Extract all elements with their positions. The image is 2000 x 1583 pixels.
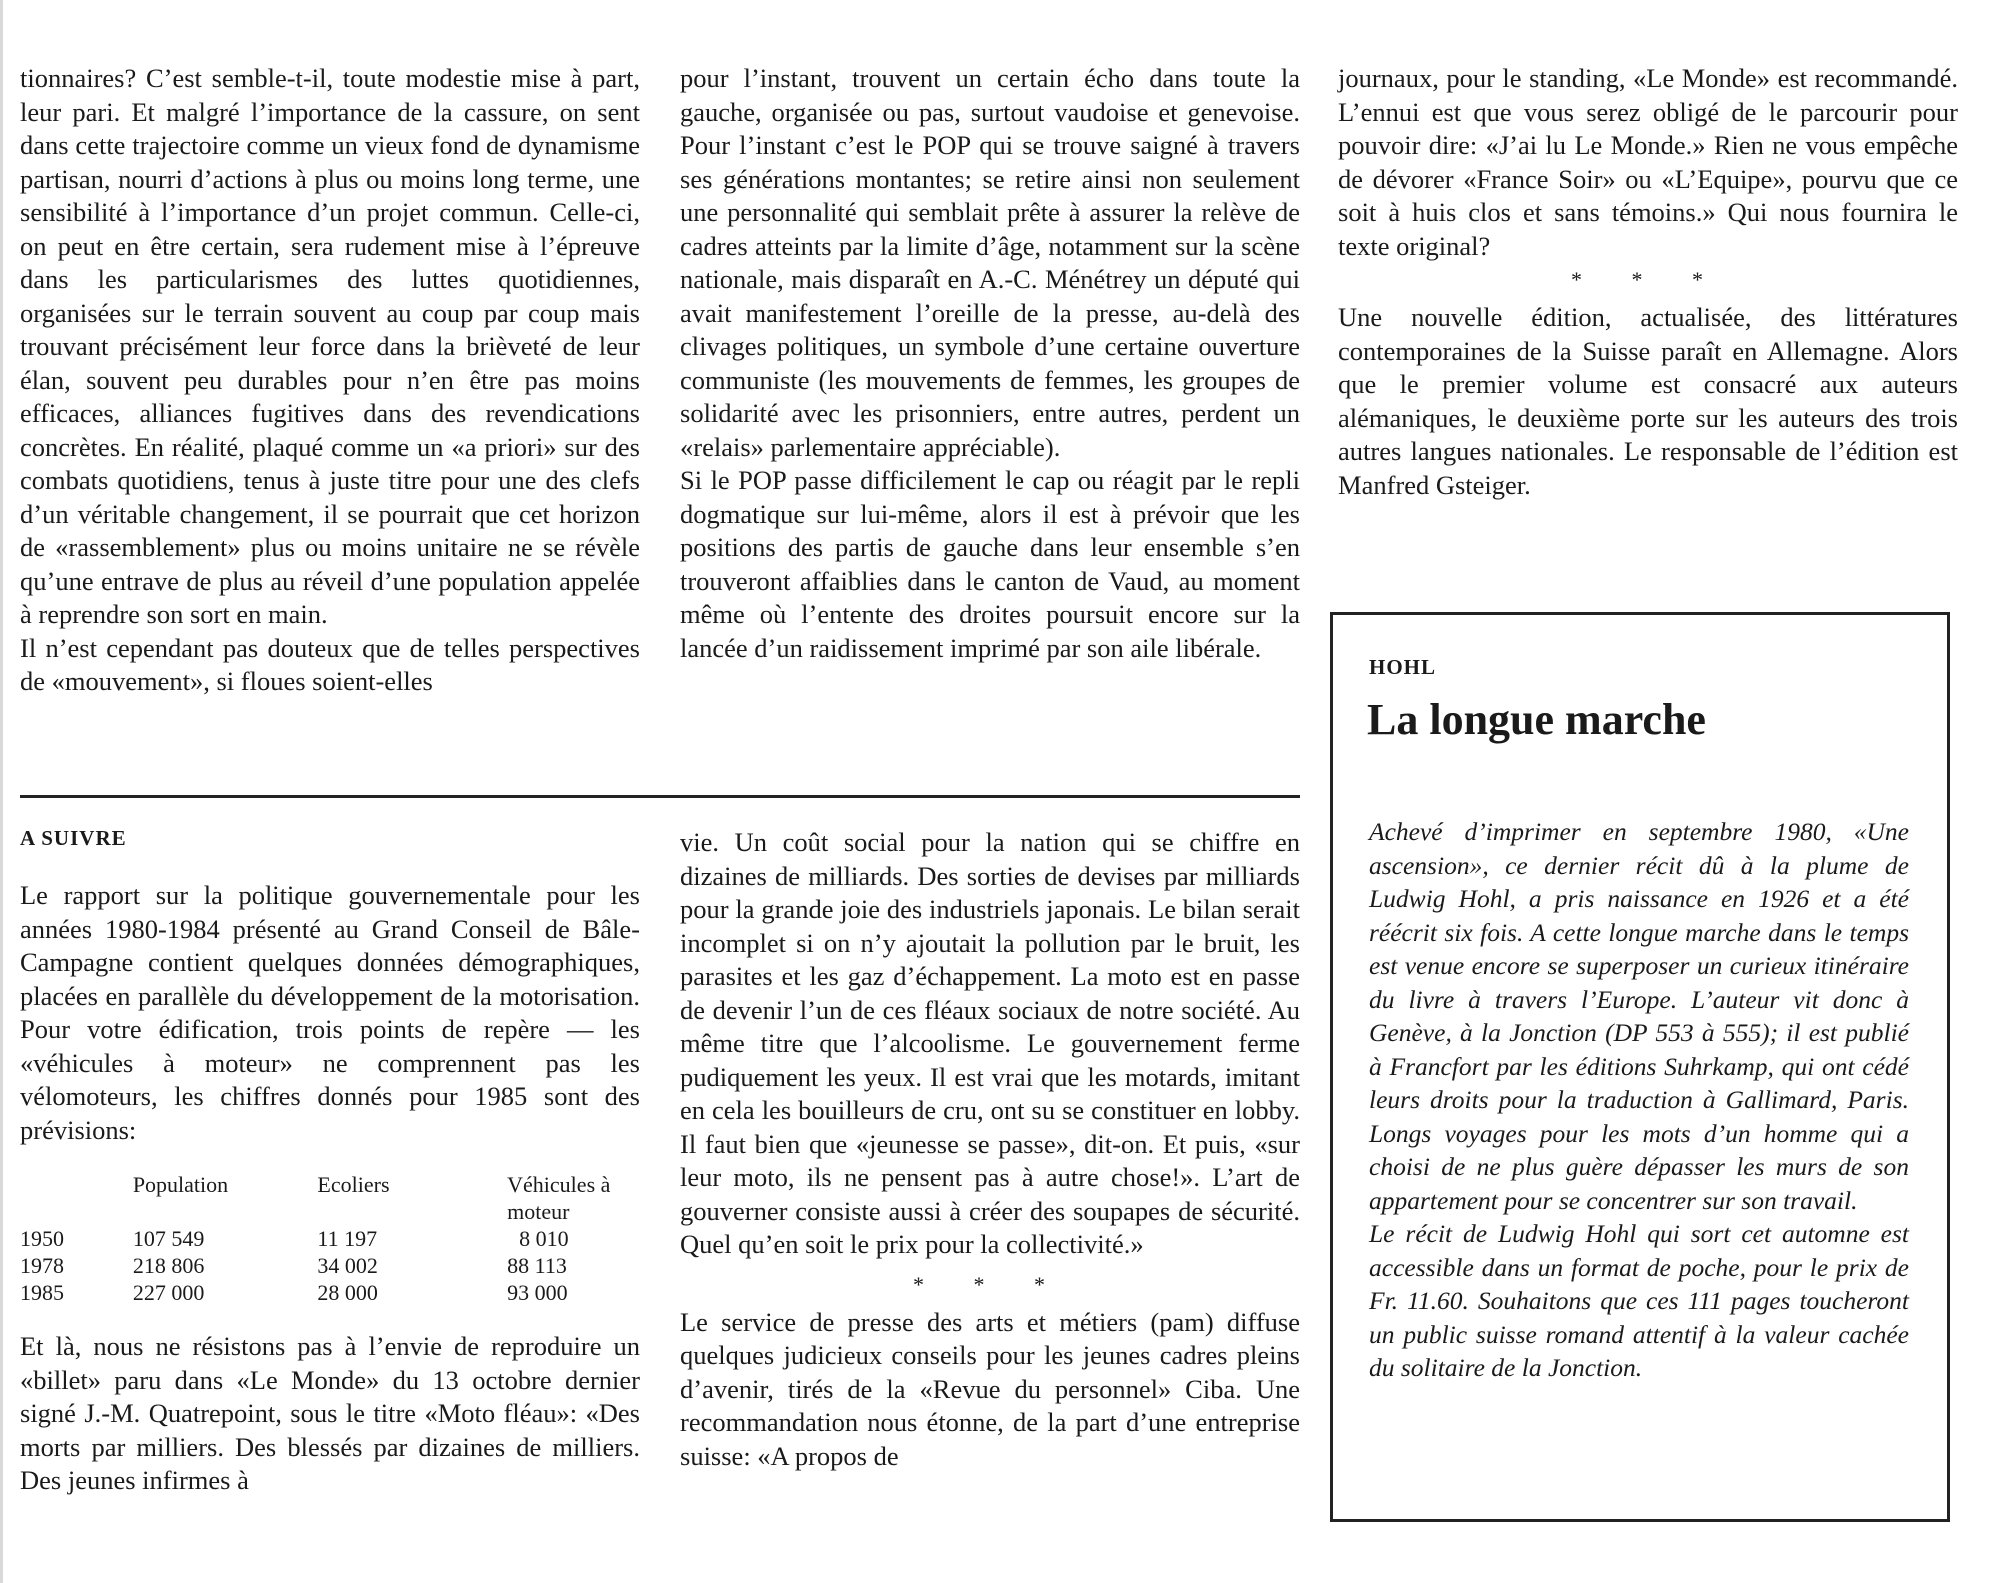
article-body <box>1369 815 1909 1385</box>
paragraph: journaux, pour le standing, «Le Monde» est recommandé. L’ennui est que vous serez obligé de le parcourir pour pouvoir dire: «J’ai lu Le Monde.» Rien ne vous empêche de dévorer «France Soir» ou «L’Equipe», pourvu que ce soit à huis clos et sans témoins.» Qui nous fournira le texte original? <box>1338 63 1958 261</box>
paragraph: Si le POP passe difficilement le cap ou réagit par le repli dogmatique sur lui-même, alors il est à prévoir que les positions des partis de gauche dans leur ensemble s’en trouveront affaiblies dans le canton de Vaud, au moment même où l’entente des droites poursuit encore sur la lancée d’un raidissement imprimé par son aile libérale. <box>680 465 1300 663</box>
paragraph: Il n’est cependant pas douteux que de telles perspectives de «mouvement», si floues soient-elles <box>20 632 640 696</box>
section-divider <box>20 795 1300 798</box>
column-2-top <box>680 62 1300 665</box>
table-cell: 218 806 <box>132 1253 205 1278</box>
column-header: Population <box>132 1172 229 1197</box>
table-cell: 1978 <box>20 1253 64 1278</box>
table-row <box>20 1252 620 1279</box>
table-cell: 28 000 <box>317 1280 378 1305</box>
table-cell: 11 197 <box>317 1226 378 1251</box>
paragraph: Et là, nous ne résistons pas à l’envie de reproduire un «billet» paru dans «Le Monde» du 13 octobre dernier signé J.-M. Quatrepoint, sous le titre «Moto fléau»: «Des morts par milliers. Des blessés par dizaines de milliers. Des jeunes infirmes à <box>20 1331 640 1495</box>
article-title: La longue marche <box>1367 695 1706 744</box>
page-edge <box>0 0 3 1583</box>
column-header: Ecoliers <box>317 1172 390 1197</box>
column-1-top <box>20 62 640 699</box>
section-heading: A SUIVRE <box>20 826 127 850</box>
paragraph: Le récit de Ludwig Hohl qui sort cet automne est accessible dans un format de poche, pour le prix de Fr. 11.60. Souhaitons que ces 111 pages toucheront un public suisse romand attentif à la valeur cachée du solitaire de la Jonction. <box>1369 1219 1909 1382</box>
table-cell: 88 113 <box>507 1253 567 1278</box>
paragraph: Le service de presse des arts et métiers (pam) diffuse quelques judicieux conseils pour les jeunes cadres pleins d’avenir, tirés de la «Revue du personnel» Ciba. Une recommandation nous étonne, de la part d’une entreprise suisse: «A propos de <box>680 1306 1300 1471</box>
column-header: Véhicules à moteur <box>507 1172 611 1224</box>
table-header-row <box>20 1171 620 1225</box>
table-cell: 227 000 <box>132 1280 205 1305</box>
paragraph: vie. Un coût social pour la nation qui se chiffre en dizaines de milliards. Des sorties de devises par milliards pour la grande joie des industriels japonais. Le bilan serait incomplet si on n’y ajoutait la pollution par le bruit, les parasites et les gaz d’échappement. La moto est en passe de devenir l’un de ces fléaux sociaux de notre société. Au même titre que l’alcoolisme. Le gouvernement ferme pudiquement les yeux. Il est vrai que les motards, imitant en cela les bouilleurs de cru, ont su se constituer en lobby. Il faut bien que «jeunesse se passe», dit-on. Et puis, «sur leur moto, ils ne pensent pas à autre chose!». L’art de gouverner consiste aussi à créer des soupapes de sécurité. Quel qu’en soit le prix pour la collectivité.» <box>680 827 1300 1259</box>
table-cell: 107 549 <box>132 1226 205 1251</box>
paragraph: Achevé d’imprimer en septembre 1980, «Une ascension», ce dernier récit dû à la plume de Ludwig Hohl, a pris naissance en 1926 et a été réécrit six fois. A cette longue marche dans le temps est venue encore se superposer un curieux itinéraire du livre à travers l’Europe. L’auteur vit donc à Genève, à la Jonction (DP 553 à 555); il est publié à Francfort par les éditions Suhrkamp, qui ont cédé leurs droits pour la traduction à Gallimard, Paris. Longs voyages pour les mots d’un homme qui a choisi de ne plus guère dépasser les murs de son appartement pour se concentrer sur son travail. <box>1369 817 1909 1215</box>
table-row <box>20 1225 620 1252</box>
statistics-table <box>20 1171 620 1306</box>
article-kicker: HOHL <box>1369 655 1437 679</box>
table-row <box>20 1279 620 1306</box>
section-separator: * * * <box>1571 267 1725 292</box>
table-cell: 93 000 <box>507 1280 568 1305</box>
sidebar-article-box <box>1330 612 1950 1522</box>
column-3-top <box>1338 62 1958 502</box>
paragraph: Une nouvelle édition, actualisée, des littératures contemporaines de la Suisse paraît en Allemagne. Alors que le premier volume est consacré aux auteurs alémaniques, le deuxième porte sur les auteurs des trois autres langues nationales. Le responsable de l’édition est Manfred Gsteiger. <box>1338 302 1958 500</box>
table-cell: 1985 <box>20 1280 64 1305</box>
paragraph: pour l’instant, trouvent un certain écho dans toute la gauche, organisée ou pas, surtout vaudoise et genevoise. Pour l’instant c’est le POP qui se trouve saigné à travers ses générations montantes; se retire ainsi non seulement une personnalité qui semblait prête à assurer la relève de cadres atteints par la limite d’âge, notamment sur la scène nationale, mais disparaît en A.-C. Ménétrey un député qui avait manifestement l’oreille de la presse, au-delà des clivages politiques, un symbole d’une certaine ouverture communiste (les mouvements de femmes, les groupes de solidarité avec les prisonniers, entre autres, perdent un «relais» parlementaire appréciable). <box>680 63 1300 462</box>
section-separator: * * * <box>913 1271 1067 1297</box>
table-cell: 1950 <box>20 1226 64 1251</box>
table-cell: 34 002 <box>317 1253 378 1278</box>
column-2-bottom <box>680 826 1300 1473</box>
paragraph: Le rapport sur la politique gouvernementale pour les années 1980-1984 présenté au Grand Conseil de Bâle-Campagne contient quelques données démographiques, placées en parallèle du développement de la motorisation. Pour votre édification, trois points de repère — les «véhicules à moteur» ne comprennent pas les vélomoteurs, les chiffres donnés pour 1985 sont des prévisions: <box>20 880 640 1145</box>
paragraph: tionnaires? C’est semble-t-il, toute modestie mise à part, leur pari. Et malgré l’importance de la cassure, on sent dans cette trajectoire comme un vieux fond de dynamisme partisan, nourri d’actions à plus ou moins long terme, une sensibilité à l’importance d’un projet commun. Celle-ci, on peut en être certain, sera rudement mise à l’épreuve dans les particularismes des luttes quotidiennes, organisées sur le terrain souvent au coup par coup mais trouvant précisément leur force dans la brièveté de leur élan, souvent peu durables pour n’en être pas moins efficaces, alliances fugitives dans des revendications concrètes. En réalité, plaqué comme un «a priori» sur des combats quotidiens, tenus à juste titre pour une des clefs d’un véritable changement, il se pourrait que cet horizon de «rassemblement» plus ou moins unitaire ne se révèle qu’une entrave de plus au réveil d’une population appelée à reprendre son sort en main. <box>20 63 640 629</box>
column-1-bottom <box>20 826 640 1498</box>
table-cell: 8 010 <box>519 1226 569 1251</box>
